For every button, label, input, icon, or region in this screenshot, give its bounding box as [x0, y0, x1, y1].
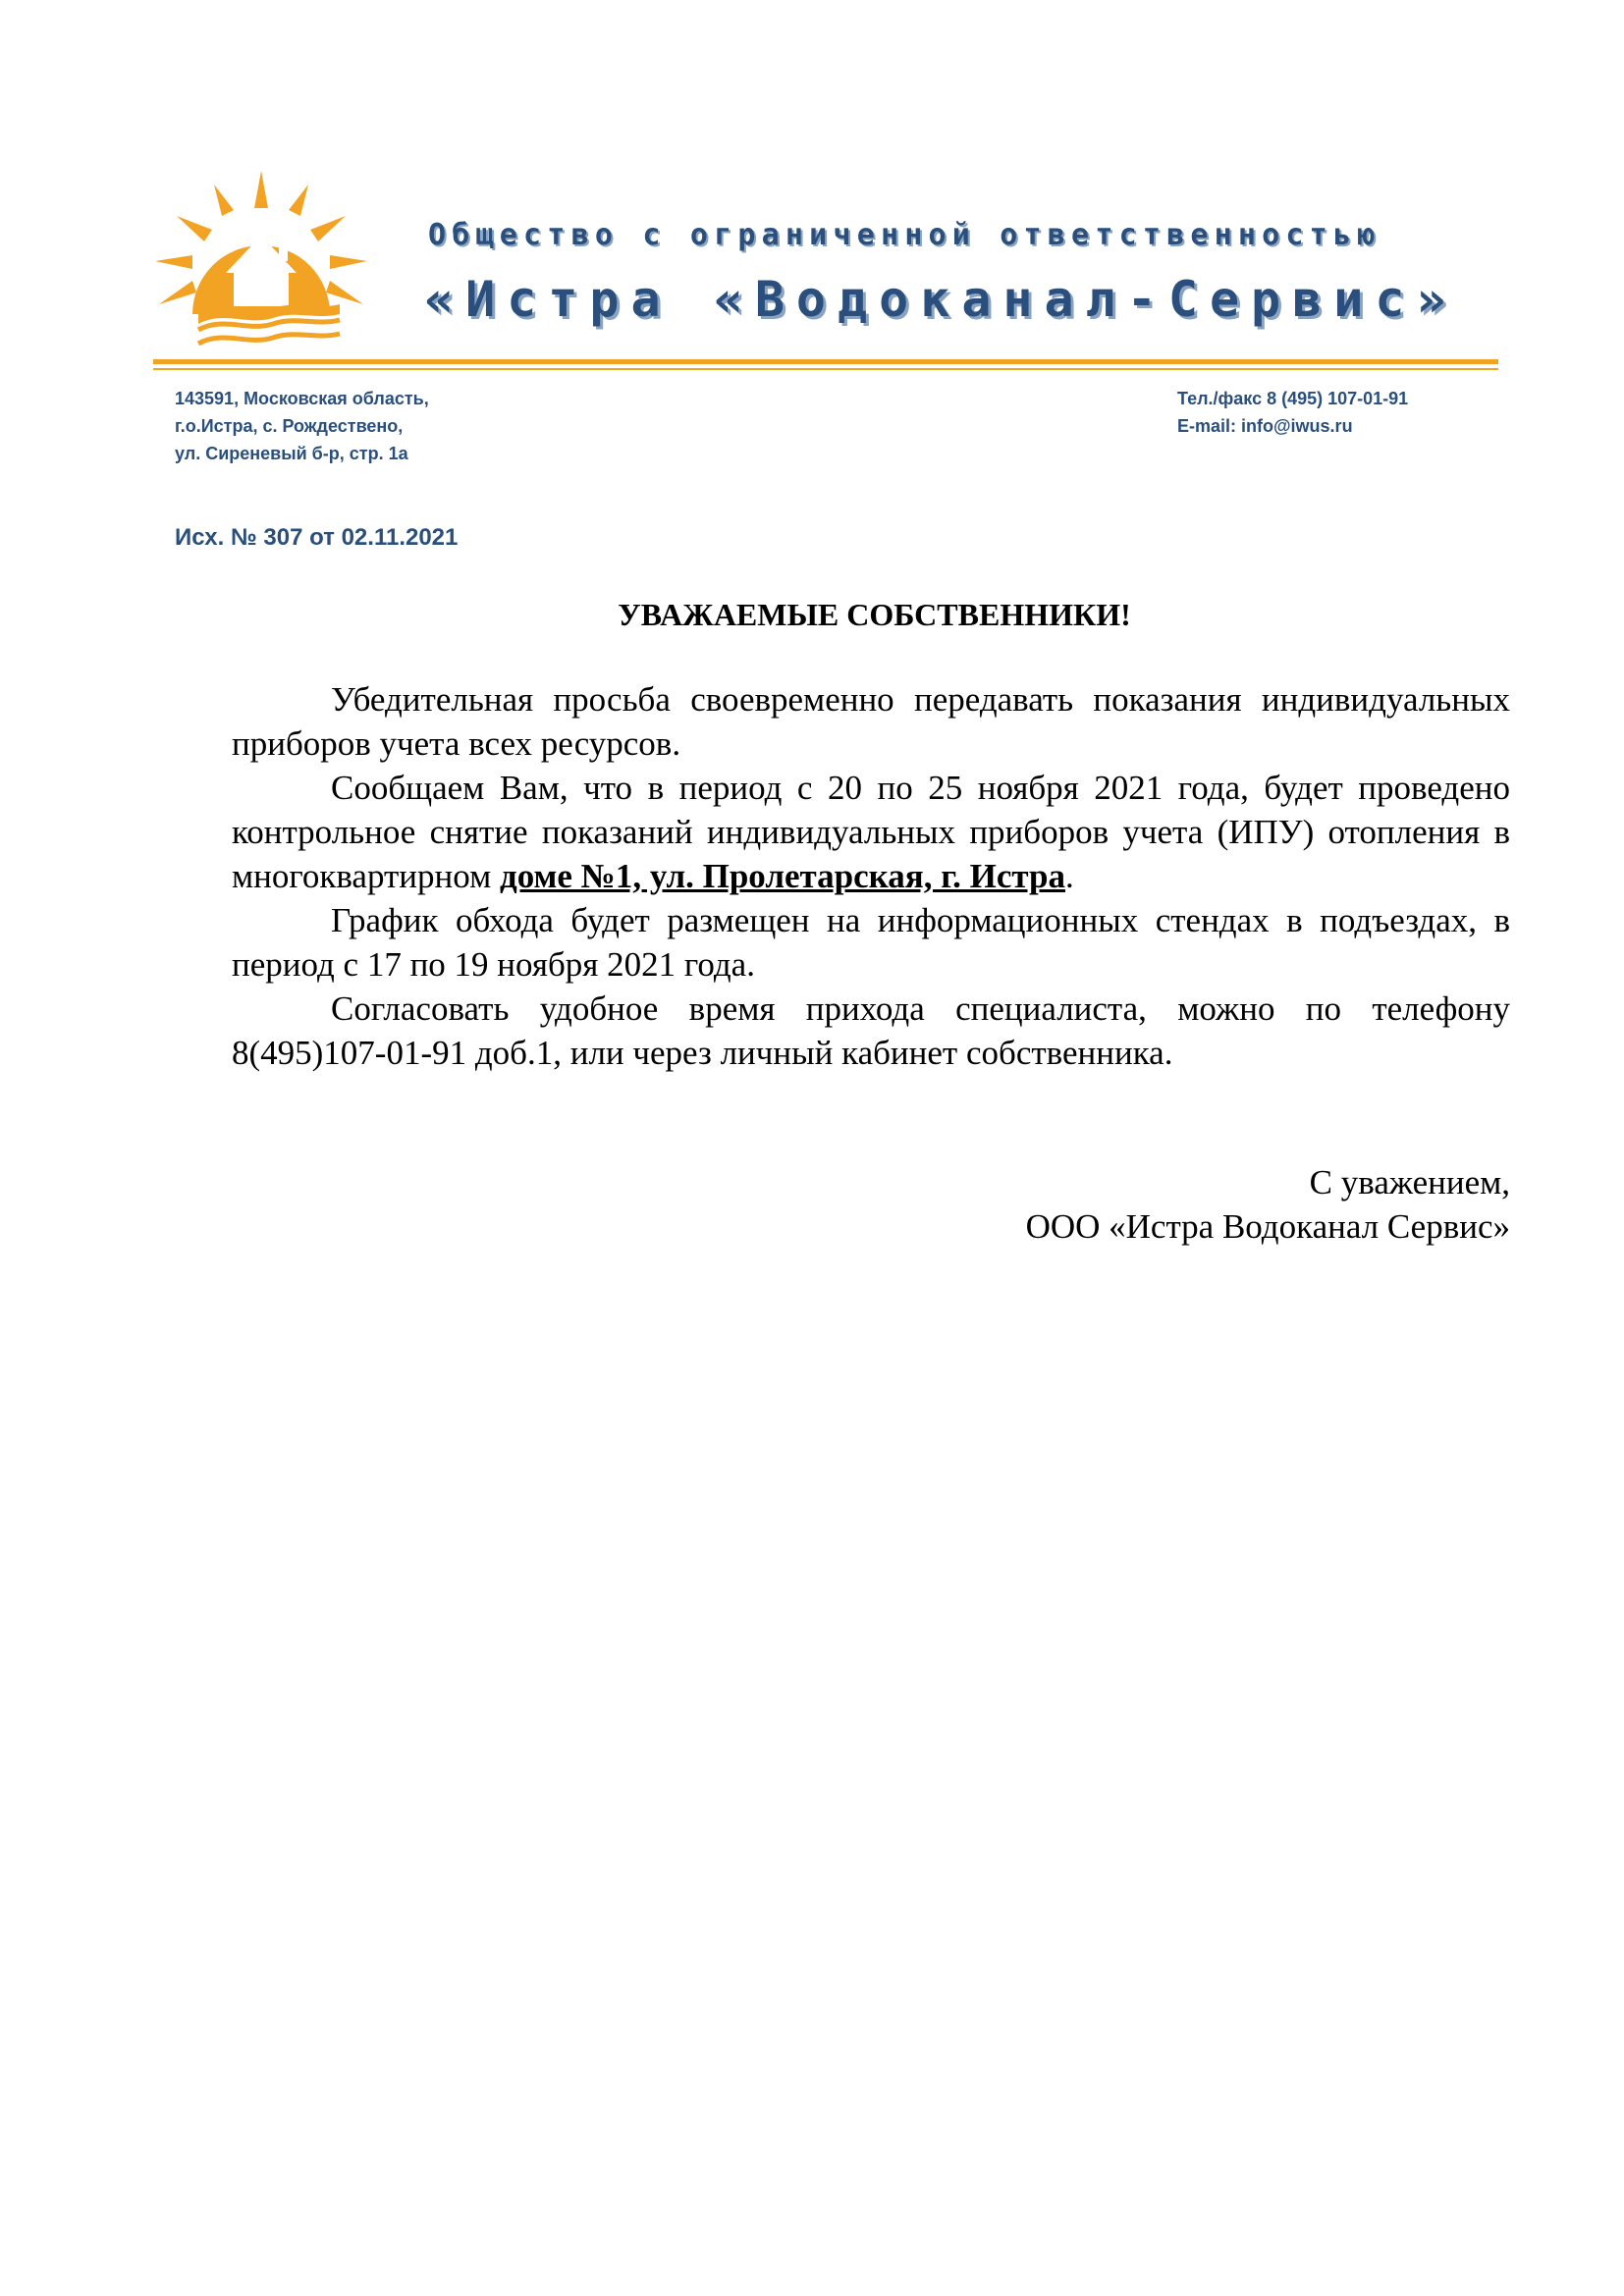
letter-heading: УВАЖАЕМЫЕ СОБСТВЕННИКИ!	[618, 597, 1131, 632]
company-logo	[153, 167, 369, 363]
company-contacts	[1177, 385, 1408, 440]
header-divider	[153, 359, 1498, 364]
phone-fax: Тел./факс 8 (495) 107-01-91	[1177, 389, 1409, 408]
paragraph-text: .	[1064, 857, 1074, 895]
company-name: «Истра «Водоканал-Сервис»	[424, 271, 1458, 328]
paragraph-contact: Согласовать удобное время прихода специалиста, можно по телефону 8(495)107-01-91 доб.1, или через личный кабинет собственника.	[232, 989, 1510, 1072]
paragraph-request: Убедительная просьба своевременно передавать показания индивидуальных приборов учета всех ресурсов.	[232, 680, 1510, 763]
paragraph-schedule: График обхода будет размещен на информационных стендах в подъездах, в период с 17 по 19 ноября 2021 года.	[232, 901, 1510, 984]
letter-closing	[884, 1160, 1510, 1249]
address-line: г.о.Истра, с. Рождествено,	[175, 416, 404, 436]
building-address: доме №1, ул. Пролетарская, г. Истра	[500, 857, 1065, 895]
company-type-line: Общество с ограниченной ответственностью	[428, 218, 1381, 252]
letter-body	[232, 677, 1510, 1075]
paragraph-text: Сообщаем Вам, что в период с 20 по 25 ноября 2021 года, будет проведено контрольное снятие показаний индивидуальных приборов учета (ИПУ) отопления в многоквартирном	[232, 769, 1510, 895]
address-line: ул. Сиреневый б-р, стр. 1а	[175, 444, 408, 463]
address-line: 143591, Московская область,	[175, 389, 429, 408]
outgoing-number: Исх. № 307 от 02.11.2021	[175, 524, 459, 551]
closing-signature: ООО «Истра Водоканал Сервис»	[1025, 1207, 1510, 1246]
company-address	[175, 385, 429, 467]
email: E-mail: info@iwus.ru	[1177, 416, 1353, 436]
paragraph-inspection	[232, 766, 1510, 898]
header-divider-thin	[153, 368, 1498, 370]
closing-salutation: С уважением,	[1309, 1163, 1510, 1201]
